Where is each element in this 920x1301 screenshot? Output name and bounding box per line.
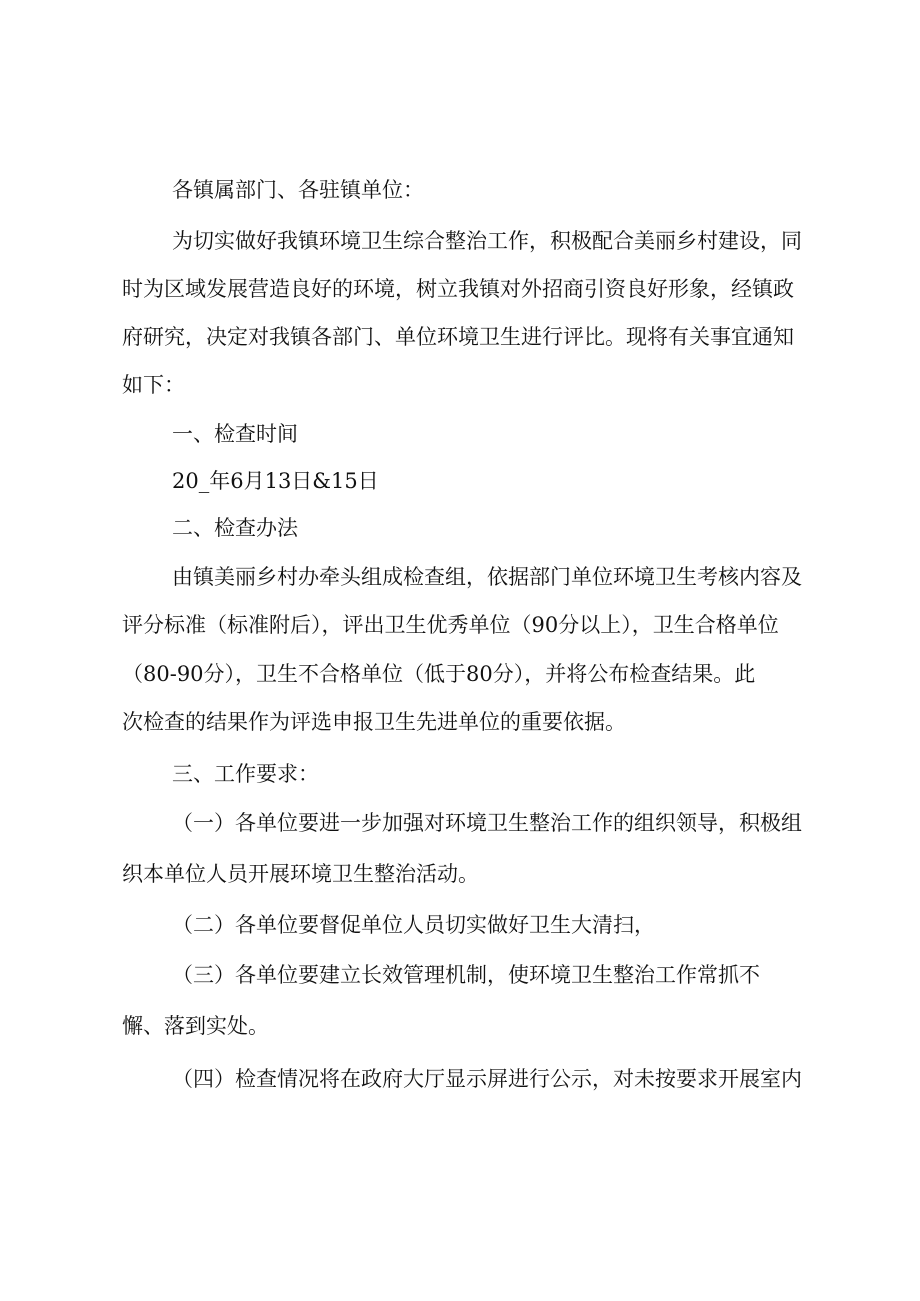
requirement-4-line-1: （四）检查情况将在政府大厅显示屏进行公示，对未按要求开展室内 [172,1067,802,1091]
section3-heading: 三、工作要求： [172,762,319,786]
section2-line-1: 由镇美丽乡村办牵头组成检查组，依据部门单位环境卫生考核内容及 [172,565,802,589]
section2-line-4: 次检查的结果作为评选申报卫生先进单位的重要依据。 [122,710,626,734]
intro-line-1: 为切实做好我镇环境卫生综合整治工作，积极配合美丽乡村建设，同 [172,229,802,253]
section1-date: 20_年6月13日&15日 [172,469,379,493]
section1-heading: 一、检查时间 [172,422,298,446]
requirement-2: （二）各单位要督促单位人员切实做好卫生大清扫， [172,913,655,937]
requirement-3-line-1: （三）各单位要建立长效管理机制，使环境卫生整治工作常抓不 [172,963,760,987]
section2-line-2: 评分标准（标准附后），评出卫生优秀单位（90分以上），卫生合格单位 [122,613,779,637]
salutation: 各镇属部门、各驻镇单位： [172,178,424,202]
requirement-1-line-1: （一）各单位要进一步加强对环境卫生整治工作的组织领导，积极组 [172,811,802,835]
requirement-3-line-2: 懈、落到实处。 [122,1014,269,1038]
intro-line-2: 时为区域发展营造良好的环境，树立我镇对外招商引资良好形象，经镇政 [122,277,794,301]
section2-line-3: （80-90分），卫生不合格单位（低于80分），并将公布检查结果。此 [122,662,756,686]
section2-heading: 二、检查办法 [172,516,298,540]
requirement-1-line-2: 织本单位人员开展环境卫生整治活动。 [122,862,479,886]
intro-line-3: 府研究，决定对我镇各部门、单位环境卫生进行评比。现将有关事宜通知 [122,325,794,349]
intro-line-4: 如下： [122,373,185,397]
